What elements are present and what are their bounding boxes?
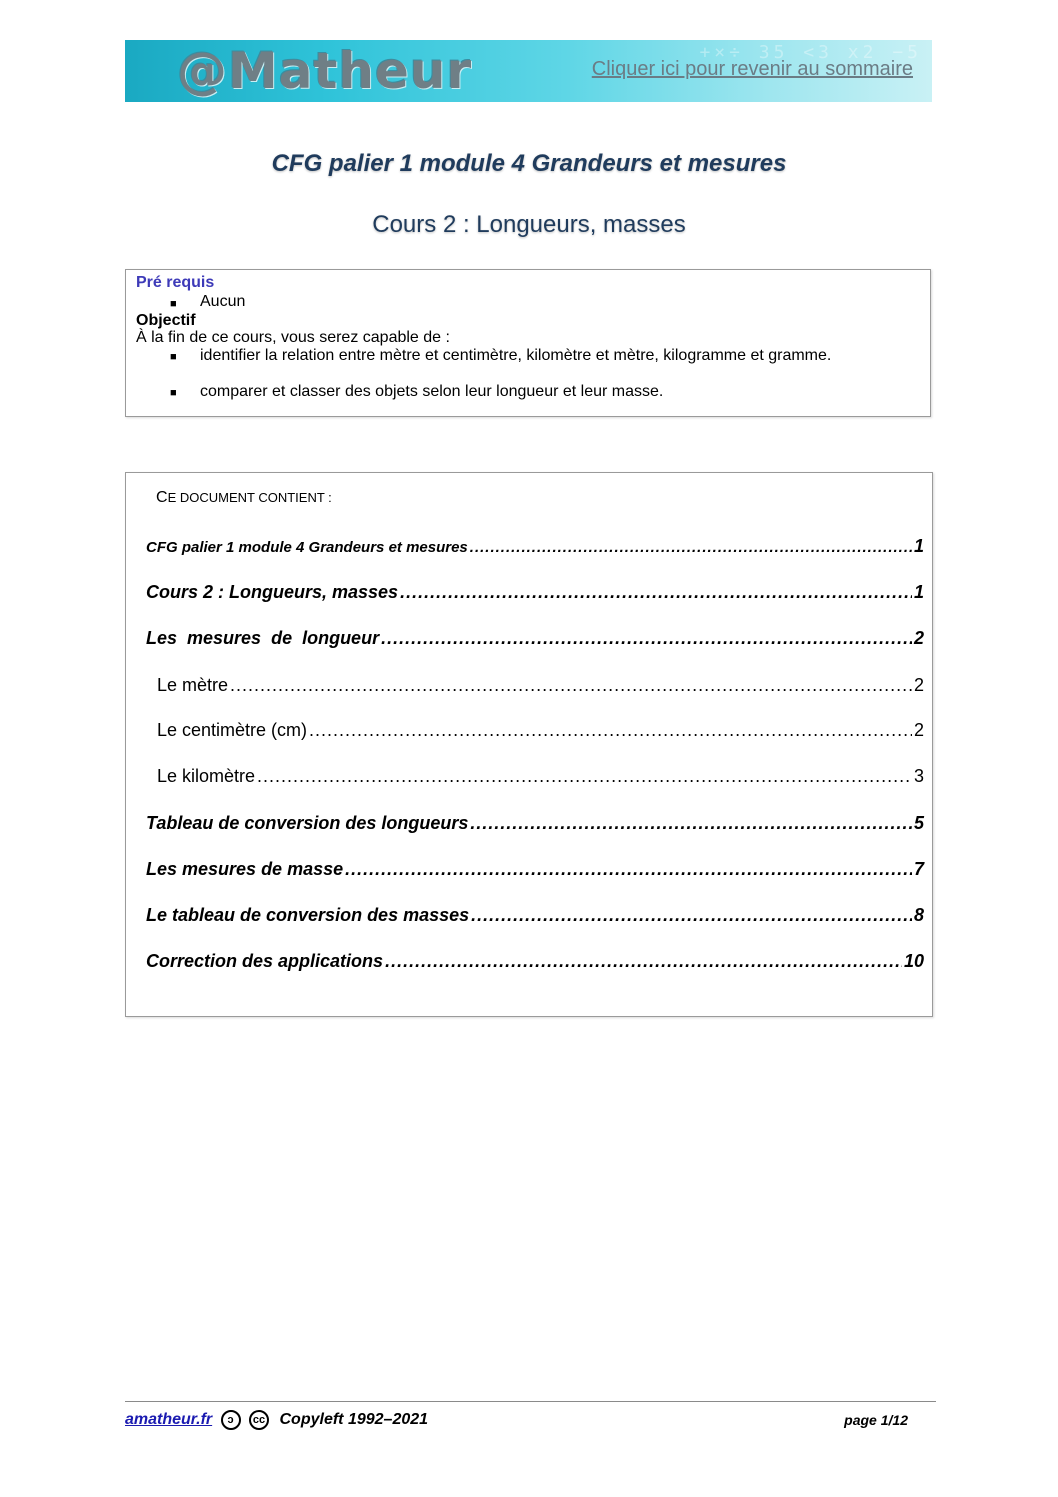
copyleft-icon: ↄ xyxy=(221,1410,241,1430)
footer-divider xyxy=(125,1401,936,1402)
toc-heading xyxy=(156,489,332,507)
toc-entry-page: 5 xyxy=(913,813,924,833)
site-logo[interactable]: @Matheur xyxy=(177,42,473,100)
bullet-icon: ■ xyxy=(170,351,177,363)
toc-leader xyxy=(230,675,912,696)
toc-entry-page: 1 xyxy=(913,582,924,602)
toc-entry[interactable] xyxy=(146,536,924,557)
bullet-icon: ■ xyxy=(170,387,177,399)
site-link[interactable]: amatheur.fr xyxy=(125,1411,213,1429)
toc-entry[interactable] xyxy=(157,675,924,696)
toc-leader xyxy=(345,859,912,880)
toc-leader xyxy=(470,539,912,556)
toc-entry-page: 2 xyxy=(913,720,924,740)
toc-entry-label: Le kilomètre xyxy=(157,766,256,786)
toc-entry[interactable] xyxy=(146,628,924,649)
toc-entry-page: 2 xyxy=(913,628,924,648)
toc-entry-page: 7 xyxy=(913,859,924,879)
toc-entry[interactable] xyxy=(146,905,924,926)
prereq-heading: Pré requis xyxy=(136,274,215,291)
toc-entry-label: Tableau de conversion des longueurs xyxy=(146,813,469,833)
toc-entry-page: 2 xyxy=(913,675,924,695)
copyleft-text: Copyleft 1992–2021 xyxy=(279,1411,429,1429)
page-number: page 1/12 xyxy=(844,1412,908,1428)
toc-entry-label: Correction des applications xyxy=(146,951,384,971)
objective-heading: Objectif xyxy=(136,312,196,329)
back-to-summary-link[interactable]: Cliquer ici pour revenir au sommaire xyxy=(591,58,913,80)
toc-entry[interactable] xyxy=(146,813,924,834)
toc-entry-label: Le centimètre (cm) xyxy=(157,720,308,740)
toc-entry-page: 10 xyxy=(903,951,924,971)
objectives-box xyxy=(125,269,931,417)
toc-entry[interactable] xyxy=(146,951,924,972)
objective-item: identifier la relation entre mètre et centimètre, kilomètre et mètre, kilogramme et gramme. xyxy=(200,347,832,364)
course-title: Cours 2 : Longueurs, masses xyxy=(372,211,686,238)
toc-entry-page: 1 xyxy=(913,536,924,556)
toc-entry-label: Le tableau de conversion des masses xyxy=(146,905,470,925)
toc-entry-label: Cours 2 : Longueurs, masses xyxy=(146,582,399,602)
toc-entry-label: Les mesures de longueur xyxy=(146,628,380,648)
objective-intro: À la fin de ce cours, vous serez capable de : xyxy=(136,329,450,346)
toc-leader xyxy=(309,720,912,741)
toc-entry[interactable] xyxy=(146,582,924,603)
toc-leader xyxy=(257,766,912,787)
toc-entry-page: 8 xyxy=(913,905,924,925)
toc-leader xyxy=(400,582,912,603)
toc-entry[interactable] xyxy=(146,859,924,880)
prereq-item: Aucun xyxy=(200,293,246,310)
table-of-contents xyxy=(125,472,933,1017)
bullet-icon: ■ xyxy=(170,298,177,310)
toc-leader xyxy=(381,628,912,649)
toc-heading-rest: E DOCUMENT CONTIENT : xyxy=(167,490,332,505)
cc-icon: cc xyxy=(249,1410,269,1430)
header-banner xyxy=(125,40,932,102)
toc-leader xyxy=(385,951,902,972)
toc-heading-initial: C xyxy=(156,489,168,506)
toc-leader xyxy=(470,813,912,834)
toc-entry-page: 3 xyxy=(913,766,924,786)
objective-item: comparer et classer des objets selon leur longueur et leur masse. xyxy=(200,383,664,400)
toc-entry-label: Les mesures de masse xyxy=(146,859,344,879)
toc-entry[interactable] xyxy=(157,766,924,787)
banner-decoration: +×÷ 35 <3 x2 −5 xyxy=(699,42,922,63)
toc-entry[interactable] xyxy=(157,720,924,741)
page-footer xyxy=(125,1410,908,1430)
toc-entry-label: CFG palier 1 module 4 Grandeurs et mesures xyxy=(146,539,468,556)
toc-leader xyxy=(471,905,912,926)
document-title: CFG palier 1 module 4 Grandeurs et mesures xyxy=(271,150,787,177)
toc-entry-label: Le mètre xyxy=(157,675,229,695)
